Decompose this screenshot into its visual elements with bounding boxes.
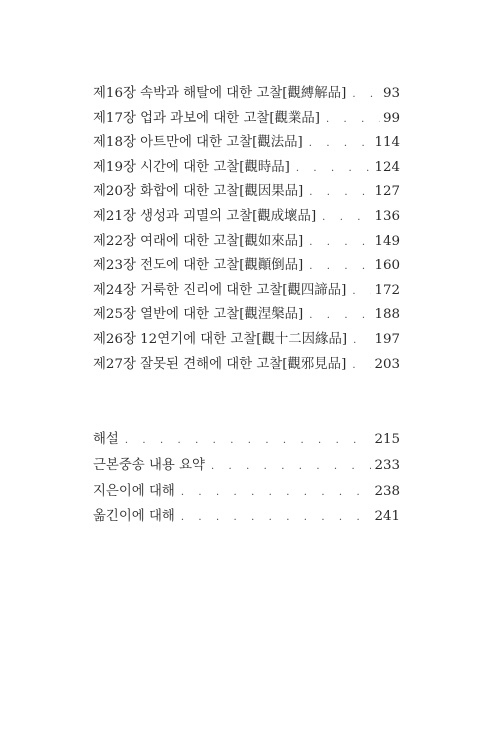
toc-entry-ch17[interactable] bbox=[93, 107, 400, 132]
dot-leader bbox=[125, 435, 372, 446]
dot-leader bbox=[309, 187, 371, 198]
toc-entry-title: 제27장 잘못된 견해에 대한 고찰[觀邪見品] bbox=[93, 356, 347, 372]
toc-entry-title: 제25장 열반에 대한 고찰[觀涅槃品] bbox=[93, 307, 304, 323]
dot-leader bbox=[326, 114, 380, 125]
toc-entry-title: 해설 bbox=[93, 432, 119, 447]
toc-entry-ch24[interactable] bbox=[93, 279, 400, 304]
toc-entry-page: 188 bbox=[374, 307, 400, 323]
toc-entry-page: 241 bbox=[374, 509, 400, 525]
toc-entry-page: 127 bbox=[374, 184, 400, 200]
toc-entry-title: 옮긴이에 대해 bbox=[93, 509, 175, 525]
toc-entry-summary[interactable] bbox=[93, 454, 400, 480]
toc-entry-page: 149 bbox=[374, 233, 400, 249]
toc-entry-title: 제24장 거룩한 진리에 대한 고찰[觀四諦品] bbox=[93, 282, 347, 298]
toc-entry-title: 제26장 12연기에 대한 고찰[觀十二因緣品] bbox=[93, 331, 348, 347]
dot-leader bbox=[181, 512, 372, 523]
toc-entry-page: 124 bbox=[374, 159, 400, 175]
toc-entry-about-author[interactable] bbox=[93, 480, 400, 506]
toc-entry-about-translator[interactable] bbox=[93, 505, 400, 531]
toc-entry-page: 215 bbox=[374, 432, 400, 447]
dot-leader bbox=[309, 138, 372, 149]
toc-entry-title: 근본중송 내용 요약 bbox=[93, 457, 205, 473]
toc-entry-title: 지은이에 대해 bbox=[93, 483, 175, 499]
toc-entry-page: 238 bbox=[374, 483, 400, 499]
dot-leader bbox=[181, 487, 372, 498]
toc-entry-ch19[interactable] bbox=[93, 156, 400, 181]
toc-entry-title: 제18장 아트만에 대한 고찰[觀法品] bbox=[93, 135, 303, 151]
toc-entry-title: 제23장 전도에 대한 고찰[觀顚倒品] bbox=[93, 258, 304, 274]
dot-leader bbox=[352, 286, 371, 297]
toc-entry-page: 160 bbox=[374, 258, 400, 274]
toc-entry-ch18[interactable] bbox=[93, 131, 400, 156]
toc-entry-ch27[interactable] bbox=[93, 353, 400, 378]
toc-entry-title: 제22장 여래에 대한 고찰[觀如來品] bbox=[93, 233, 304, 249]
toc-entry-ch16[interactable] bbox=[93, 82, 400, 107]
toc-entry-page: 233 bbox=[374, 457, 400, 473]
dot-leader bbox=[309, 261, 371, 272]
dot-leader bbox=[309, 310, 371, 321]
toc-entry-title: 제17장 업과 과보에 대한 고찰[觀業品] bbox=[93, 110, 320, 126]
toc-entry-title: 제21장 생성과 괴멸의 고찰[觀成壞品] bbox=[93, 208, 317, 224]
toc-entry-page: 197 bbox=[374, 331, 400, 347]
toc-entry-page: 136 bbox=[374, 208, 400, 224]
toc-entry-ch26[interactable] bbox=[93, 328, 400, 353]
toc-entry-title: 제20장 화합에 대한 고찰[觀因果品] bbox=[93, 184, 304, 200]
toc-entry-page: 172 bbox=[374, 282, 400, 298]
dot-leader bbox=[352, 360, 371, 371]
toc-entry-commentary[interactable] bbox=[93, 428, 400, 454]
dot-leader bbox=[211, 461, 371, 472]
toc-entry-ch23[interactable] bbox=[93, 254, 400, 279]
toc-entry-title: 제16장 속박과 해탈에 대한 고찰[觀縛解品] bbox=[93, 86, 347, 101]
dot-leader bbox=[352, 89, 380, 100]
dot-leader bbox=[309, 237, 371, 248]
appendix-list bbox=[93, 428, 400, 531]
dot-leader bbox=[353, 335, 371, 346]
dot-leader bbox=[296, 163, 372, 174]
toc-entry-ch25[interactable] bbox=[93, 303, 400, 328]
toc-entry-ch21[interactable] bbox=[93, 205, 400, 230]
toc-entry-page: 114 bbox=[374, 135, 400, 151]
toc-entry-title: 제19장 시간에 대한 고찰[觀時品] bbox=[93, 159, 290, 175]
toc-entry-page: 93 bbox=[382, 86, 400, 101]
toc-entry-ch20[interactable] bbox=[93, 180, 400, 205]
toc-entry-ch22[interactable] bbox=[93, 230, 400, 255]
toc-entry-page: 203 bbox=[374, 356, 400, 372]
dot-leader bbox=[322, 212, 371, 223]
chapter-list bbox=[93, 82, 400, 377]
toc-entry-page: 99 bbox=[382, 110, 400, 126]
